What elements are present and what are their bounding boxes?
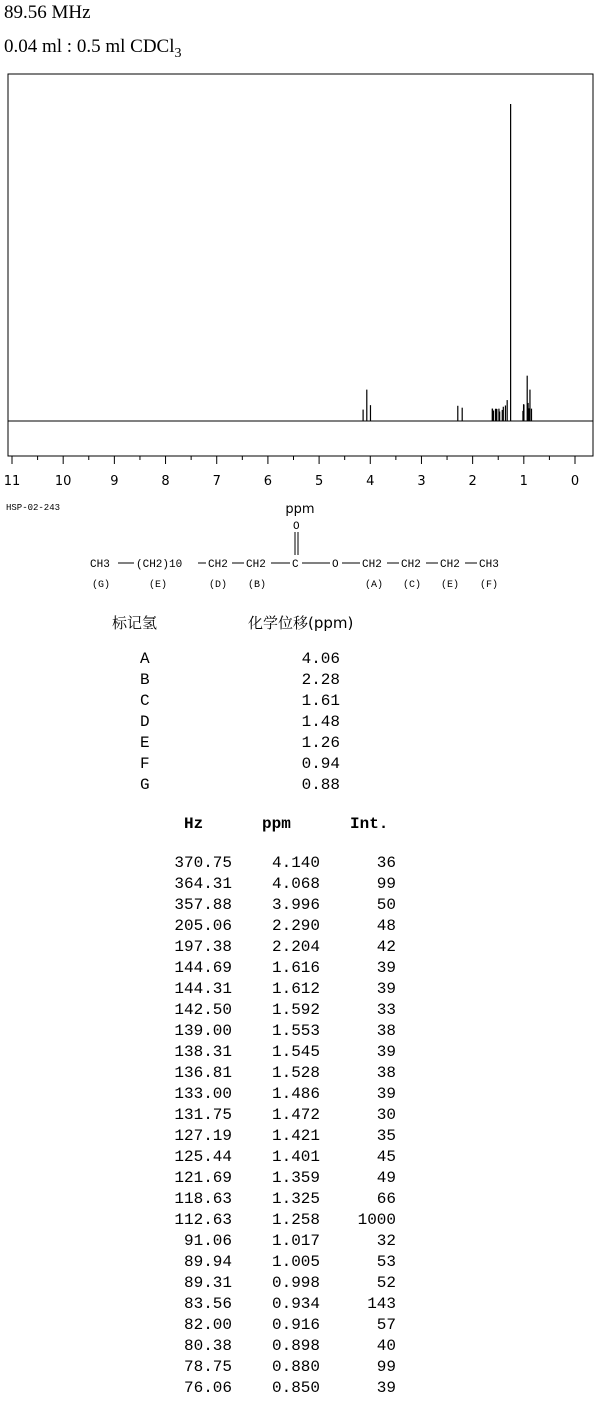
- peak-intensity: 143: [367, 1295, 396, 1313]
- table-row: [0, 1316, 595, 1337]
- group-ch3-f: CH3: [479, 559, 499, 571]
- peak-hz: 131.75: [174, 1106, 232, 1124]
- peak-ppm: 1.486: [271, 1085, 320, 1103]
- peak-hz: 197.38: [174, 938, 232, 956]
- group-ch2-chain: (CH2)10: [136, 559, 183, 571]
- peak-hz: 127.19: [174, 1127, 232, 1145]
- peak-hz: 112.63: [174, 1211, 232, 1229]
- x-tick-labels: [4, 474, 579, 489]
- group-ch2-e: CH2: [440, 559, 460, 571]
- peak-ppm: 1.325: [271, 1190, 320, 1208]
- peak-hz: 83.56: [183, 1295, 232, 1313]
- peak-intensity: 99: [376, 1358, 396, 1376]
- assignment-row: [0, 734, 595, 755]
- table-row: [0, 1022, 595, 1043]
- peak-intensity: 38: [376, 1064, 396, 1082]
- peak-intensity: 45: [376, 1148, 396, 1166]
- peak-intensity: 53: [376, 1253, 396, 1271]
- peak-hz: 80.38: [183, 1337, 232, 1355]
- assignment-label-header: 标记氢: [112, 614, 158, 632]
- peak-ppm: 1.258: [271, 1211, 320, 1229]
- peak-hz: 76.06: [183, 1379, 232, 1397]
- peak-hz: 205.06: [174, 917, 232, 935]
- assignment-shift: 1.61: [301, 692, 340, 710]
- table-row: [0, 1169, 595, 1190]
- assignment-row: [0, 650, 595, 671]
- peak-intensity: 42: [376, 938, 396, 956]
- assignment-shift: 1.26: [301, 734, 340, 752]
- peak-intensity: 33: [376, 1001, 396, 1019]
- group-ester-o: O: [332, 559, 339, 571]
- peak-intensity: 57: [376, 1316, 396, 1334]
- solvent-text: 0.04 ml : 0.5 ml CDCl: [4, 36, 175, 57]
- assignment-label: F: [140, 755, 150, 773]
- table-row: [0, 854, 595, 875]
- table-row: [0, 1274, 595, 1295]
- table-row: [0, 1001, 595, 1022]
- peak-intensity: 52: [376, 1274, 396, 1292]
- x-tick-label: 11: [3, 474, 21, 489]
- plot-frame: [8, 74, 593, 456]
- solvent-subscript: 3: [174, 45, 182, 61]
- label-g: (G): [92, 580, 111, 591]
- assignment-shift-header: 化学位移(ppm): [248, 614, 354, 632]
- peak-hz: 136.81: [174, 1064, 232, 1082]
- group-carbonyl-c: C: [292, 559, 299, 571]
- peak-ppm: 1.553: [271, 1022, 320, 1040]
- peak-ppm: 2.290: [271, 917, 320, 935]
- assignment-label: B: [140, 671, 150, 689]
- assignment-shift: 1.48: [301, 713, 340, 731]
- peak-ppm: 1.616: [271, 959, 320, 977]
- assignment-row: [0, 755, 595, 776]
- x-tick-label: 7: [212, 474, 221, 489]
- peak-intensity: 49: [376, 1169, 396, 1187]
- peak-ppm: 1.545: [271, 1043, 320, 1061]
- table-row: [0, 959, 595, 980]
- peaks-ppm-header: ppm: [262, 815, 291, 833]
- peak-ppm: 2.204: [271, 938, 320, 956]
- peak-intensity: 36: [376, 854, 396, 872]
- peak-hz: 78.75: [183, 1358, 232, 1376]
- peak-intensity: 50: [376, 896, 396, 914]
- table-row: [0, 938, 595, 959]
- peak-hz: 121.69: [174, 1169, 232, 1187]
- peak-ppm: 1.472: [271, 1106, 320, 1124]
- peak-intensity: 66: [376, 1190, 396, 1208]
- peak-hz: 82.00: [183, 1316, 232, 1334]
- peak-intensity: 35: [376, 1127, 396, 1145]
- x-tick-label: 0: [570, 474, 580, 489]
- peak-hz: 357.88: [174, 896, 232, 914]
- assignment-label: C: [140, 692, 150, 710]
- peak-hz: 133.00: [174, 1085, 232, 1103]
- assignment-shift: 0.88: [301, 776, 340, 794]
- assignment-row: [0, 671, 595, 692]
- structure-formula: [0, 518, 595, 594]
- carbonyl-oxygen: O: [293, 521, 300, 533]
- x-axis-label: ppm: [285, 502, 315, 517]
- peak-ppm: 4.140: [271, 854, 320, 872]
- label-c: (C): [403, 580, 422, 591]
- peak-ppm: 1.005: [271, 1253, 320, 1271]
- table-row: [0, 1295, 595, 1316]
- peak-ppm: 1.359: [271, 1169, 320, 1187]
- peak-ppm: 1.421: [271, 1127, 320, 1145]
- peak-hz: 138.31: [174, 1043, 232, 1061]
- assignment-row: [0, 692, 595, 713]
- sample-solvent: [4, 36, 182, 62]
- peak-intensity: 1000: [357, 1211, 396, 1229]
- table-row: [0, 1127, 595, 1148]
- x-tick-label: 5: [314, 474, 324, 489]
- group-ch2-c: CH2: [401, 559, 421, 571]
- peak-ppm: 1.592: [271, 1001, 320, 1019]
- assignment-row: [0, 776, 595, 797]
- table-row: [0, 1148, 595, 1169]
- peak-intensity: 39: [376, 959, 396, 977]
- peak-lines: [363, 104, 531, 421]
- assignment-shift: 0.94: [301, 755, 340, 773]
- peak-hz: 142.50: [174, 1001, 232, 1019]
- peak-ppm: 0.916: [271, 1316, 320, 1334]
- table-row: [0, 1211, 595, 1232]
- peak-hz: 139.00: [174, 1022, 232, 1040]
- x-tick-label: 3: [417, 474, 426, 489]
- peak-hz: 89.31: [183, 1274, 232, 1292]
- peak-ppm: 1.528: [271, 1064, 320, 1082]
- peak-intensity: 48: [376, 917, 396, 935]
- group-ch2-b: CH2: [246, 559, 266, 571]
- table-row: [0, 1190, 595, 1211]
- peak-hz: 144.69: [174, 959, 232, 977]
- x-tick-label: 10: [54, 474, 72, 489]
- peak-intensity: 38: [376, 1022, 396, 1040]
- peak-hz: 364.31: [174, 875, 232, 893]
- group-ch2-a: CH2: [362, 559, 382, 571]
- peak-hz: 118.63: [174, 1190, 232, 1208]
- peak-intensity: 99: [376, 875, 396, 893]
- x-tick-label: 4: [366, 474, 375, 489]
- assignment-label: G: [140, 776, 150, 794]
- table-row: [0, 1043, 595, 1064]
- peak-hz: 144.31: [174, 980, 232, 998]
- table-row: [0, 1064, 595, 1085]
- label-e2: (E): [441, 580, 460, 591]
- peak-intensity: 39: [376, 1379, 396, 1397]
- x-tick-label: 9: [110, 474, 119, 489]
- x-tick-label: 2: [468, 474, 477, 489]
- table-row: [0, 875, 595, 896]
- peak-ppm: 0.998: [271, 1274, 320, 1292]
- table-row: [0, 896, 595, 917]
- table-row: [0, 1358, 595, 1379]
- peak-ppm: 0.880: [271, 1358, 320, 1376]
- group-ch2-d: CH2: [208, 559, 228, 571]
- spectrum-code: HSP-02-243: [6, 503, 61, 513]
- assignment-label: A: [140, 650, 150, 668]
- assignment-row: [0, 713, 595, 734]
- peak-hz: 91.06: [183, 1232, 232, 1250]
- label-a: (A): [365, 580, 384, 591]
- assignment-shift: 2.28: [301, 671, 340, 689]
- peak-intensity: 30: [376, 1106, 396, 1124]
- table-row: [0, 1253, 595, 1274]
- assignment-label: D: [140, 713, 150, 731]
- table-row: [0, 980, 595, 1001]
- spectrometer-frequency: 89.56 MHz: [4, 2, 91, 23]
- peak-ppm: 1.612: [271, 980, 320, 998]
- peak-hz: 89.94: [183, 1253, 232, 1271]
- assignment-label: E: [140, 734, 150, 752]
- peaks-int-header: Int.: [350, 815, 389, 833]
- label-e: (E): [149, 580, 168, 591]
- peak-ppm: 0.850: [271, 1379, 320, 1397]
- table-row: [0, 1085, 595, 1106]
- peak-ppm: 1.017: [271, 1232, 320, 1250]
- peak-intensity: 39: [376, 1085, 396, 1103]
- table-row: [0, 1106, 595, 1127]
- label-b: (B): [248, 580, 267, 591]
- table-row: [0, 1379, 595, 1400]
- table-row: [0, 1232, 595, 1253]
- x-tick-label: 8: [161, 474, 170, 489]
- peak-intensity: 39: [376, 980, 396, 998]
- peak-hz: 125.44: [174, 1148, 232, 1166]
- peak-hz: 370.75: [174, 854, 232, 872]
- x-tick-label: 6: [263, 474, 273, 489]
- assignment-shift: 4.06: [301, 650, 340, 668]
- peak-ppm: 1.401: [271, 1148, 320, 1166]
- table-row: [0, 917, 595, 938]
- group-ch3-g: CH3: [90, 559, 110, 571]
- peak-intensity: 39: [376, 1043, 396, 1061]
- peaks-hz-header: Hz: [184, 815, 204, 833]
- peak-ppm: 4.068: [271, 875, 320, 893]
- peak-ppm: 0.934: [271, 1295, 320, 1313]
- table-row: [0, 1337, 595, 1358]
- peak-intensity: 32: [376, 1232, 396, 1250]
- label-f: (F): [480, 580, 499, 591]
- x-tick-label: 1: [519, 474, 528, 489]
- peak-ppm: 3.996: [271, 896, 320, 914]
- label-d: (D): [209, 580, 228, 591]
- peak-intensity: 40: [376, 1337, 396, 1355]
- x-ticks: [12, 456, 575, 464]
- peak-ppm: 0.898: [271, 1337, 320, 1355]
